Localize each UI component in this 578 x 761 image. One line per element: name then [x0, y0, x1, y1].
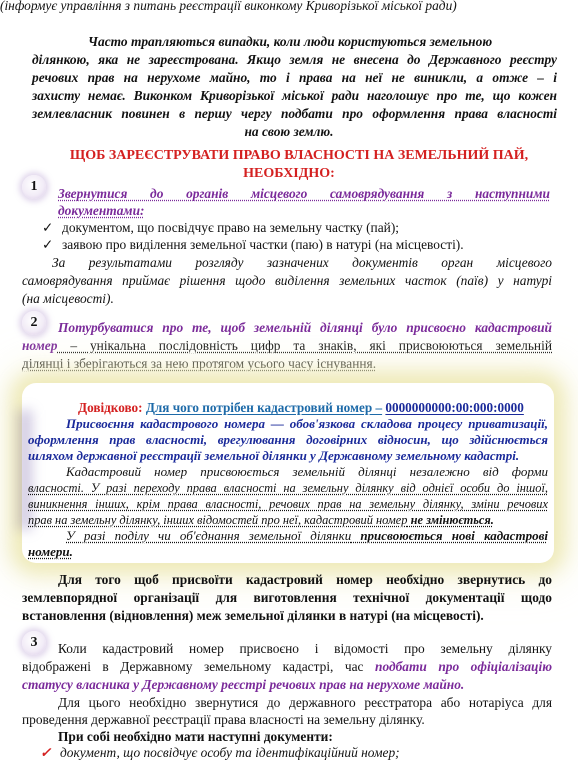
requirement-paragraph: Для того щоб присвоїти кадастровий номер необхідно звернутись до [58, 572, 552, 587]
warning-line: Часто трапляються випадки, коли люди користуються земельною [88, 34, 493, 49]
step-3-paragraph: проведення державної реєстрації права власності на земельну ділянку. [22, 712, 425, 727]
reference-text: шляхом державної реєстрації земельної ділянки у Державному земельному кадастрі. [28, 448, 520, 463]
reference-text: власності. У разі переходу права власності на земельну ділянку від однієї особи до іншої, [28, 481, 548, 495]
documents-heading: При собі необхідно мати наступні документи: [58, 729, 333, 744]
warning-line: землевласник повинен в першу чергу подбати про оформлення права власності [32, 106, 557, 121]
step-1-title: документами: [58, 203, 145, 218]
reference-text: Присвоєння кадастрового номера — обов'язкова складова процесу приватизації, [66, 416, 548, 431]
check-icon: ✓ [40, 745, 52, 760]
step-1-title: Звернутися до органів місцевого самоврядування з наступними [58, 186, 550, 201]
intro-note: (інформує управління з питань реєстрації виконкому Криворізької міської ради) [0, 0, 457, 13]
warning-line: на свою землю. [244, 124, 334, 139]
requirement-paragraph: встановлення (відновлення) меж земельної ділянки в натурі (на місцевості). [22, 608, 484, 623]
step-1-note: За результатами розгляду зазначених документів орган місцевого [52, 255, 552, 270]
step-1-bullet: ✓ документом, що посвідчує право на земельну частку (пай); [42, 220, 400, 235]
requirement-paragraph: землевпорядної організації для виготовлення технічної документації щодо [22, 590, 552, 605]
step-1-number-badge: 1 [22, 175, 46, 199]
reference-text: номери. [28, 544, 73, 559]
reference-text: оформлення прав власності, врегулювання договірних відносин, що здійснюється [28, 432, 548, 447]
warning-line: захисту немає. Виконком Криворізької міської ради наголошує про те, що кожен [32, 88, 557, 103]
reference-text: виникнення інших, крім права власності, речових прав на земельну ділянку, зміни речових [28, 497, 548, 511]
step-3-text: Коли кадастровий номер присвоєно і відомості про земельну ділянку [58, 641, 552, 656]
step-2-number-badge: 2 [22, 311, 46, 335]
step-3-paragraph: Для цього необхідно звернутися до державного реєстратора або нотаріуса для [58, 695, 552, 710]
step-3-number-badge: 3 [22, 631, 46, 655]
step-2-text: номер – унікальна послідовність цифр та знаків, які присвоюються земельній [22, 338, 552, 353]
reference-text: прав на земельну ділянку, інших відомостей про неї, кадастровий номер не змінюється. [28, 513, 494, 527]
documents-list-item: ✓ документ, що посвідчує особу та ідентифікаційний номер; [40, 745, 400, 760]
reference-heading: Довідково: Для чого потрібен кадастровий номер – 0000000000:00:000:0000 [78, 400, 524, 415]
warning-line: ділянкою, яка не зареєстрована. Якщо земля не внесена до Державного реєстру [32, 52, 557, 67]
reference-text: У разі поділу чи об'єднання земельної ділянки присвоюється нові кадастрові [66, 528, 548, 543]
warning-line: речових прав на нерухоме майно, то і права на неї не виникли, а отже – і [32, 70, 557, 85]
step-1-bullet: ✓ заявою про виділення земельної частки (паю) в натурі (на місцевості). [42, 237, 464, 252]
step-1-note: (на місцевості). [22, 291, 114, 306]
step-2-text: ділянці і зберігаються за нею протягом усього часу існування. [22, 356, 377, 371]
step-3-text: статусу власника у Державному реєстрі речових прав на нерухоме майно. [22, 677, 465, 692]
main-heading: НЕОБХІДНО: [243, 166, 335, 181]
step-3-text: відображені в Державному земельному кадастрі, час подбати про офіціалізацію [22, 659, 552, 674]
check-icon: ✓ [42, 220, 54, 235]
check-icon: ✓ [42, 237, 54, 252]
step-2-title: Потурбуватися про те, щоб земельній ділянці було присвоєно кадастровий [58, 320, 552, 335]
step-1-note: самоврядування приймає рішення щодо виділення земельних часток (паїв) у натурі [22, 273, 552, 288]
reference-text: Кадастровий номер присвоюється земельній ділянці незалежно від форми [66, 464, 548, 479]
main-heading: ЩОБ ЗАРЕЄСТРУВАТИ ПРАВО ВЛАСНОСТІ НА ЗЕМЕЛЬНИЙ ПАЙ, [69, 148, 529, 163]
